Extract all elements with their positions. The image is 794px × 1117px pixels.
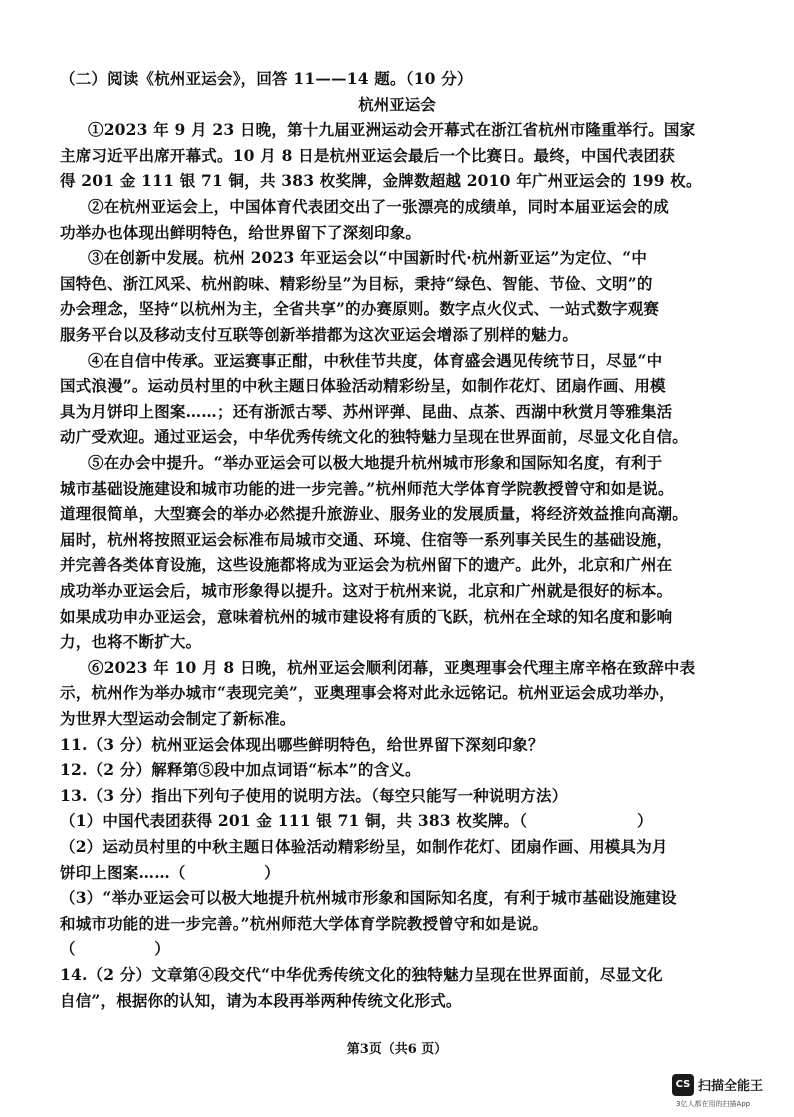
paragraph-line: ①2023 年 9 月 23 日晚，第十九届亚洲运动会开幕式在浙江省杭州市隆重举行。国家 [88, 120, 696, 140]
question-13: 13.（3 分）指出下列句子使用的说明方法。（每空只能写一种说明方法） [60, 785, 568, 805]
paragraph-line: 为世界大型运动会制定了新标准。 [60, 709, 296, 728]
paragraph-line: ⑤在办会中提升。“举办亚运会可以极大地提升杭州城市形象和国际知名度，有利于 [88, 453, 663, 472]
question-14-cont: 自信”，根据你的认知，请为本段再举两种传统文化形式。 [60, 990, 462, 1010]
scanner-watermark [672, 1072, 790, 1112]
watermark-name: 扫描全能王 [698, 1079, 764, 1094]
question-13-item-3-cont: 和城市功能的进一步完善。”杭州师范大学体育学院教授曾守和如是说。 [60, 913, 549, 933]
paragraph-line: 功举办也体现出鲜明特色，给世界留下了深刻印象。 [60, 222, 422, 242]
paragraph-line: 如果成功申办亚运会，意味着杭州的城市建设将有质的飞跃，杭州在全球的知名度和影响 [60, 606, 673, 626]
question-13-item-2: （2）运动员村里的中秋主题日体验活动精彩纷呈，如制作花灯、团扇作画、用模具为月 [60, 837, 668, 856]
paragraph-line: 服务平台以及移动支付互联等创新举措都为这次亚运会增添了别样的魅力。 [60, 325, 579, 344]
paragraph-line: ②在杭州亚运会上，中国体育代表团交出了一张漂亮的成绩单，同时本届亚运会的成 [88, 197, 669, 216]
question-13-item-2-cont: 饼印上图案……（ ） [60, 862, 280, 882]
page-footer: 第3页（共6 页） [346, 1042, 448, 1057]
question-14: 14.（2 分）文章第④段交代“中华优秀传统文化的独特魅力呈现在世界面前，尽显文化 [60, 965, 663, 984]
question-13-item-3-blank: （ ） [60, 939, 170, 959]
paragraph-line: 道理很简单，大型赛会的举办必然提升旅游业、服务业的发展质量，将经济效益推向高潮。 [60, 504, 689, 524]
article-title: 杭州亚运会 [358, 94, 436, 114]
paragraph-line: 动广受欢迎。通过亚运会，中华优秀传统文化的独特魅力呈现在世界面前，尽显文化自信。 [60, 427, 689, 447]
paragraph-line: ④在自信中传承。亚运赛事正酣，中秋佳节共度，体育盛会遇见传统节日，尽显“中 [88, 350, 663, 370]
question-11: 11.（3 分）杭州亚运会体现出哪些鲜明特色，给世界留下深刻印象？ [60, 734, 544, 754]
paragraph-line: 国特色、浙江风采、杭州韵味、精彩纷呈”为目标，秉持“绿色、智能、节俭、文明”的 [60, 273, 653, 293]
paragraph-line: 示，杭州作为举办城市“表现完美”，亚奥理事会将对此永远铭记。杭州亚运会成功举办， [60, 683, 675, 703]
paragraph-line: 主席习近平出席开幕式。10 月 8 日是杭州亚运会最后一个比赛日。最终，中国代表团获 [60, 145, 675, 165]
question-12: 12.（2 分）解释第⑤段中加点词语“标本”的含义。 [60, 760, 421, 780]
question-13-item-1: （1）中国代表团获得 201 金 111 银 71 铜，共 383 枚奖牌。（ ） [60, 811, 653, 831]
paragraph-line: 办会理念，坚持“以杭州为主，全省共享”的办赛原则。数字点火仪式、一站式数字观赛 [60, 299, 660, 319]
paragraph-line: 得 201 金 111 银 71 铜，共 383 枚奖牌，金牌数超越 2010 年广州亚运会的 199 枚。 [60, 171, 702, 191]
paragraph-line: 届时，杭州将按照亚运会标准布局城市交通、环境、住宿等一系列事关民生的基础设施， [60, 529, 673, 549]
paragraph-line: 并完善各类体育设施，这些设施都将成为亚运会为杭州留下的遗产。此外，北京和广州在 [60, 555, 673, 575]
question-13-item-3: （3）“举办亚运会可以极大地提升杭州城市形象和国际知名度，有利于城市基础设施建设 [60, 888, 677, 908]
paragraph-line: 成功举办亚运会后，城市形象得以提升。这对于杭州来说，北京和广州就是很好的标本。 [60, 581, 673, 600]
paragraph-line: ⑥2023 年 10 月 8 日晚，杭州亚运会顺利闭幕，亚奥理事会代理主席辛格在致辞中表 [88, 657, 696, 677]
paragraph-line: ③在创新中发展。杭州 2023 年亚运会以“中国新时代·杭州新亚运”为定位、“中 [88, 248, 648, 268]
watermark-subtitle: 3亿人都在用的扫描App [676, 1100, 751, 1108]
paragraph-line: 国式浪漫”。运动员村里的中秋主题日体验活动精彩纷呈，如制作花灯、团扇作画、用模 [60, 376, 666, 396]
section-header: （二）阅读《杭州亚运会》，回答 11——14 题。（10 分） [60, 69, 473, 88]
paragraph-line: 具为月饼印上图案……；还有浙派古琴、苏州评弹、昆曲、点茶、西湖中秋赏月等雅集活 [60, 401, 673, 421]
camscanner-logo-icon: CS [672, 1074, 694, 1096]
paragraph-line: 力，也将不断扩大。 [60, 632, 202, 652]
paragraph-line: 城市基础设施建设和城市功能的进一步完善。”杭州师范大学体育学院教授曾守和如是说。 [60, 478, 674, 498]
